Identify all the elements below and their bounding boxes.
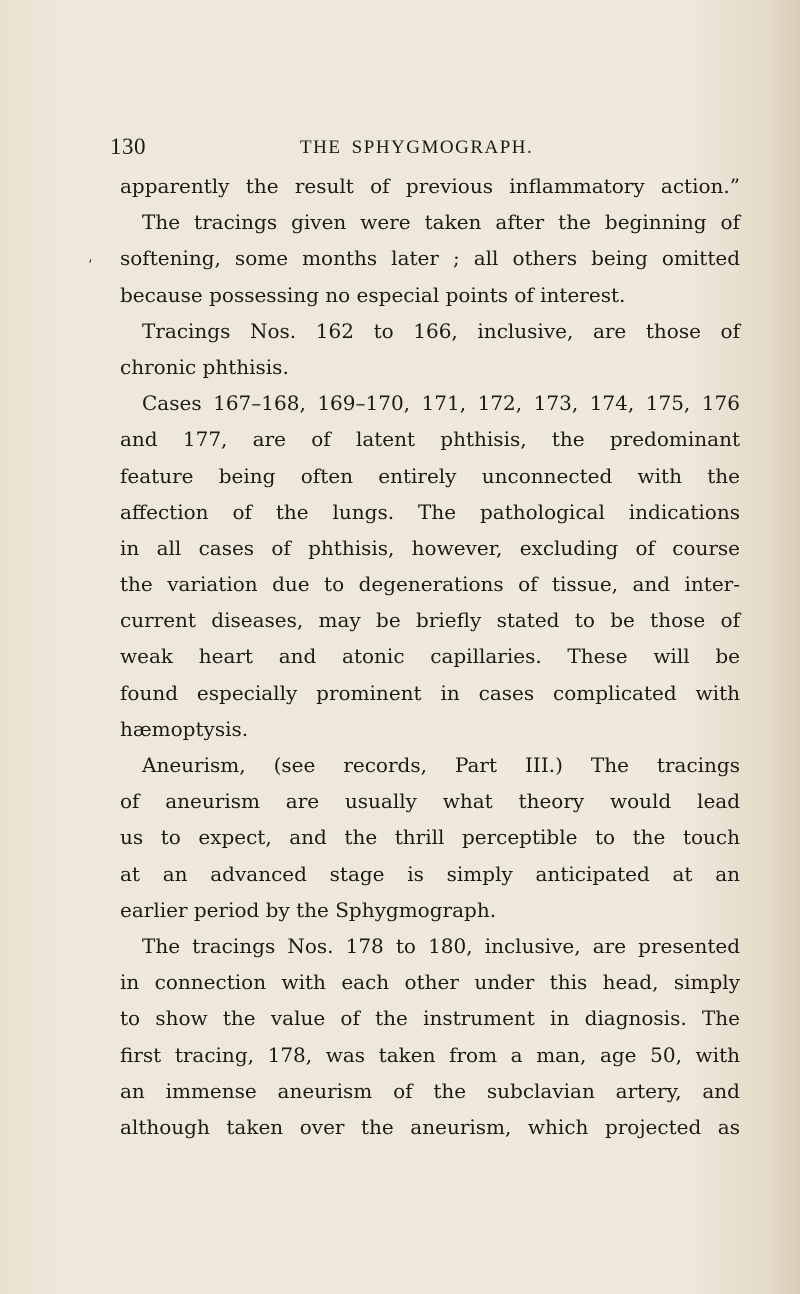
text-line: Aneurism, (see records, Part III.) The tracings (142, 753, 740, 777)
text-line: first tracing, 178, was taken from a man, age 50, with (120, 1042, 740, 1067)
text-line: Tracings Nos. 162 to 166, inclusive, are those of (142, 318, 740, 343)
text-line: current diseases, may be briefly stated to be those of (120, 608, 740, 633)
text-line: the variation due to degenerations of tissue, and inter- (120, 572, 740, 597)
text-line: of aneurism are usually what theory would lead (120, 789, 740, 814)
text-line: weak heart and atonic capillaries. These will be (120, 644, 740, 669)
text-line: us to expect, and the thrill perceptible to the touch (120, 825, 740, 850)
text-line: chronic phthisis. (120, 354, 289, 379)
running-title: THE SPHYGMOGRAPH. (300, 137, 534, 158)
text-line: apparently the result of previous inflammatory action.” (120, 174, 740, 198)
text-line: affection of the lungs. The pathological indications (120, 499, 740, 524)
text-line: feature being often entirely unconnected with the (120, 463, 740, 488)
page-number: 130 (110, 134, 146, 159)
text-line: in connection with each other under this head, simply (120, 970, 740, 995)
text-line: in all cases of phthisis, however, excluding of course (120, 535, 740, 560)
text-line: at an advanced stage is simply anticipated at an (120, 861, 740, 886)
text-line: The tracings Nos. 178 to 180, inclusive, are presented (142, 933, 740, 958)
body-text (120, 168, 740, 1145)
text-line: Cases 167–168, 169–170, 171, 172, 173, 174, 175, 176 (142, 391, 740, 416)
text-line: because possessing no especial points of interest. (120, 282, 626, 307)
page-header (110, 134, 730, 164)
text-line: found especially prominent in cases complicated with (120, 680, 740, 705)
text-line: hæmoptysis. (120, 716, 249, 741)
text-line: The tracings given were taken after the beginning of (142, 210, 740, 235)
text-line: to show the value of the instrument in diagnosis. The (120, 1006, 740, 1031)
stray-margin-mark: ’ (88, 258, 93, 274)
text-line: earlier period by the Sphygmograph. (120, 897, 497, 922)
text-line: an immense aneurism of the subclavian artery, and (120, 1078, 740, 1103)
text-line: softening, some months later ; all others being omitted (120, 246, 740, 271)
text-line: although taken over the aneurism, which projected as (120, 1114, 740, 1139)
text-line: and 177, are of latent phthisis, the predominant (120, 427, 740, 452)
